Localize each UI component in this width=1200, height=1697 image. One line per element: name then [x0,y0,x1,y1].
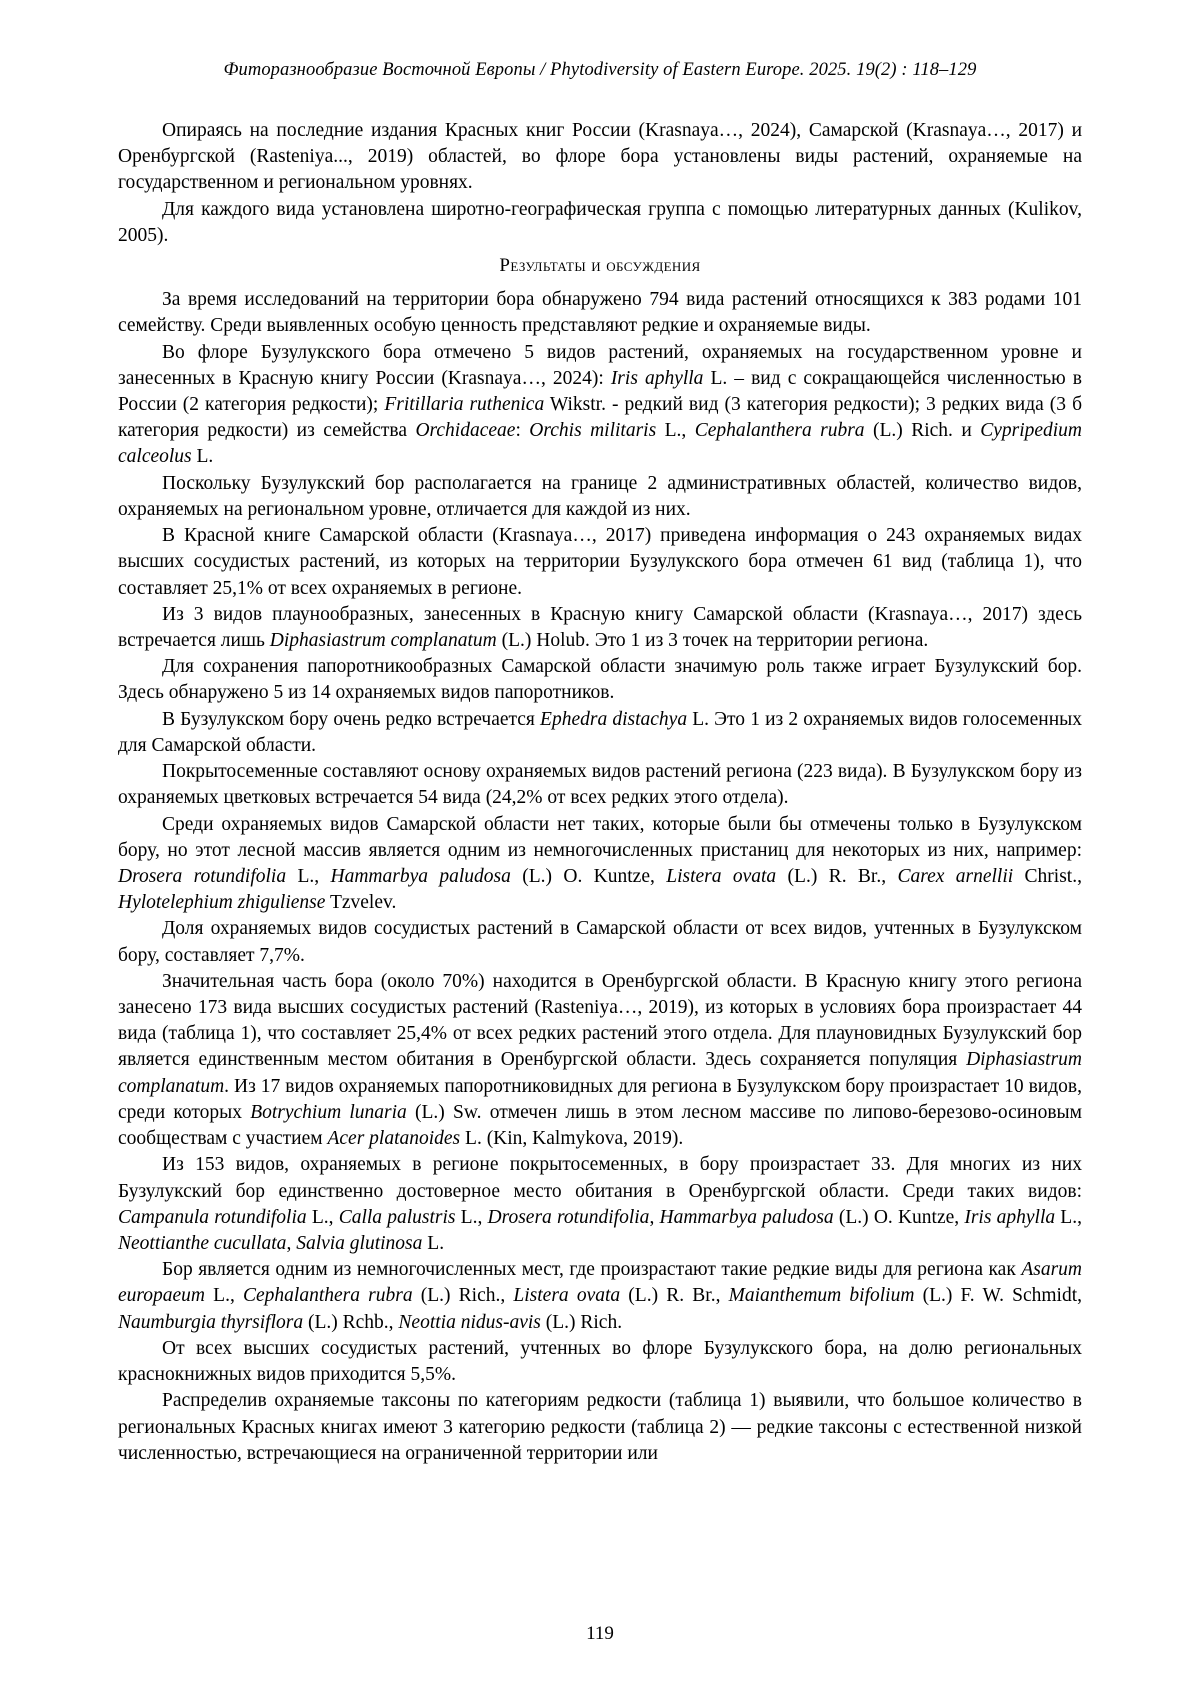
species-name: Cypripedium calceolus [118,420,1083,468]
species-name: Botrychium lunaria [250,1101,407,1123]
text-run: , [649,1206,660,1228]
text-run: L., [656,420,695,442]
paragraph [118,1388,1082,1467]
text-run: Покрытосеменные составляют основу охраняемых видов растений региона (223 вида). В Бузулукском бору из охраняемых цветковых встречается 54 вида (24,2% от всех редких этого отдела). [118,761,1082,809]
text-run: От всех высших сосудистых растений, учтенных во флоре Бузулукского бора, на долю региональных краснокнижных видов приходится 5,5%. [118,1337,1082,1386]
paragraph [118,916,1082,968]
text-run: Во флоре Бузулукского бора отмечено 5 видов растений, охраняемых на государственном уровне и занесенных в Красную книгу России (Krasnaya…, 2024): [118,341,1082,389]
paragraph [118,759,1082,811]
species-name: Maianthemum bifolium [728,1285,915,1307]
paragraph [118,812,1082,917]
paragraph [118,969,1082,1153]
species-name: Ephedra distachya [540,708,688,730]
species-name: Drosera rotundifolia [487,1206,650,1228]
species-name: Hylotelephium zhiguliense [118,892,326,914]
species-name: Campanula rotundifolia [118,1206,307,1228]
species-name: Iris aphylla [610,367,704,389]
text-run: (L.) F. W. Schmidt, [914,1285,1082,1307]
text-run: В Красной книге Самарской области (Krasnaya…, 2017) приведена информация о 243 охраняемых видах высших сосудистых растений, из которых на территории Бузулукского бора отмечен 61 вид (таблица 1), что составляет 25,1% от всех охраняемых в регионе. [118,525,1082,599]
species-name: Salvia glutinosa [296,1233,423,1255]
text-run: Бор является одним из немногочисленных мест, где произрастают такие редкие виды для региона как [162,1259,1022,1281]
text-run: (L.) O. Kuntze, [833,1206,965,1228]
paragraph [118,707,1082,759]
species-name: Hammarbya paludosa [330,865,511,887]
paragraph [118,287,1082,339]
text-run: Wikstr. - редкий вид (3 категория редкости); 3 редких вида (3 б категория редкости) из семейства [118,394,1082,442]
species-name: Diphasiastrum complanatum [269,629,497,651]
text-run: L., [286,865,331,887]
text-run: L., [306,1206,339,1228]
text-run: (L.) Rich. и [864,420,981,442]
paragraph [118,654,1082,706]
text-run: L. – вид с сокращающейся численностью в России (2 категория редкости); [118,367,1082,416]
text-run: (L.) Sw. отмечен лишь в этом лесном массиве по липово-березово-осиновым сообществам с участием [118,1101,1082,1150]
text-run: L., [455,1206,488,1228]
paragraph [118,340,1082,471]
species-name: Hammarbya paludosa [659,1206,834,1228]
paragraph [118,602,1082,654]
species-name: Drosera rotundifolia [118,865,287,887]
text-run: (L.) Rchb., [303,1311,399,1333]
species-name: Naumburgia thyrsiflora [118,1311,304,1333]
species-name: Neottianthe cucullata [118,1233,287,1255]
paragraph [118,1152,1082,1257]
intro-paragraphs [118,118,1082,249]
text-run: Среди охраняемых видов Самарской области нет таких, которые были бы отмечены только в Бузулукском бору, но этот лесной массив является одним из немногочисленных пристаниц для некоторых из них, например: [118,813,1082,861]
text-run: (L.) Rich., [412,1285,514,1307]
paragraph [118,1257,1082,1336]
paragraph: Для каждого вида установлена широтно-географическая группа с помощью литературных данных (Kulikov, 2005). [118,198,1082,246]
page-number: 119 [586,1623,614,1644]
text-run: L. [422,1233,445,1255]
species-name: Cephalanthera rubra [694,420,865,442]
species-name: Orchidaceae [415,420,516,442]
species-name: Carex arnellii [897,865,1014,887]
text-run: Tzvelev. [325,892,397,914]
text-run: L. [191,446,214,468]
paragraph [118,523,1082,602]
species-name: Listera ovata [513,1285,621,1307]
text-run: L., [205,1285,243,1307]
text-run: Из 153 видов, охраняемых в регионе покрытосеменных, в бору произрастает 33. Для многих из них Бузулукский бор единственно достоверное место обитания в Оренбургской области. Среди таких видов: [118,1154,1082,1202]
text-run: За время исследований на территории бора обнаружено 794 вида растений относящихся к 383 родами 101 семейству. Среди выявленных особую ценность представляют редкие и охраняемые виды. [118,289,1082,337]
text-run: В Бузулукском бору очень редко встречается [162,708,541,730]
species-name: Acer platanoides [327,1128,461,1150]
species-name: Iris aphylla [964,1206,1056,1228]
text-run: (L.) R. Br., [776,865,898,887]
text-run: L. Это 1 из 2 охраняемых видов голосеменных для Самарской области. [118,708,1083,756]
species-name: Neottia nidus-avis [398,1311,541,1333]
species-name: Listera ovata [666,865,777,887]
text-run: (L.) Rich. [540,1311,623,1333]
species-name: Cephalanthera rubra [243,1285,413,1307]
text-run: Из 3 видов плаунообразных, занесенных в Красную книгу Самарской области (Krasnaya…, 2017) здесь встречается лишь [118,603,1082,651]
text-run: , [286,1233,297,1255]
species-name: Calla palustris [338,1206,456,1228]
text-run: Для сохранения папоротникообразных Самарской области значимую роль также играет Бузулукский бор. Здесь обнаружено 5 из 14 охраняемых видов папоротников. [118,656,1082,704]
body-paragraphs [118,287,1082,1467]
text-run: Доля охраняемых видов сосудистых растений в Самарской области от всех видов, учтенных в Бузулукском бору, составляет 7,7%. [118,918,1082,966]
text-run: L. (Kin, Kalmykova, 2019). [460,1128,684,1150]
text-run: (L.) R. Br., [620,1285,729,1307]
text-run: Значительная часть бора (около 70%) находится в Оренбургской области. В Красную книгу этого региона занесено 173 вида высших сосудистых растений (Rasteniya…, 2019), из которых в условиях бора произрастает 44 вида (таблица 1), что составляет 25,4% от всех редких растений этого отдела. Для плауновидных Бузулукский бор является единственным местом обитания в Оренбургской области. Здесь сохраняется популяция [118,970,1082,1071]
paragraph [118,1336,1082,1388]
text-run: Распределив охраняемые таксоны по категориям редкости (таблица 1) выявили, что большое количество в региональных Красных книгах имеют 3 категорию редкости (таблица 2) — редкие таксоны с естественной низкой численностью, встречающиеся на ограниченной территории или [118,1390,1082,1464]
text-run: . Из 17 видов охраняемых папоротниковидных для региона в Бузулукском бору произрастает 10 видов, среди которых [118,1075,1082,1123]
running-head: Фиторазнообразие Восточной Европы / Phytodiversity of Eastern Europe. 2025. 19(2) : 118–129 [223,60,977,80]
species-name: Diphasiastrum complanatum [118,1049,1082,1097]
species-name: Fritillaria ruthenica [384,394,545,416]
paragraph [118,471,1082,523]
species-name: Asarum europaeum [118,1259,1082,1307]
species-name: Orchis militaris [529,420,657,442]
text-run: : [515,420,530,442]
text-run: (L.) Holub. Это 1 из 3 точек на территории региона. [496,629,929,651]
paragraph: Опираясь на последние издания Красных книг России (Krasnaya…, 2024), Самарской (Krasnaya…, 2017) и Оренбургской (Rasteniya..., 2019) областей, во флоре бора установлены виды растений, охраняемые на государственном и региональном уровнях. [118,120,1082,194]
text-run: Поскольку Бузулукский бор располагается на границе 2 административных областей, количество видов, охраняемых на региональном уровне, отличается для каждой из них. [118,472,1082,520]
text-run: L., [1055,1206,1082,1228]
text-run: (L.) O. Kuntze, [510,865,667,887]
section-heading-results: Результаты и обсуждения [499,255,701,277]
text-run: Christ., [1013,865,1082,887]
